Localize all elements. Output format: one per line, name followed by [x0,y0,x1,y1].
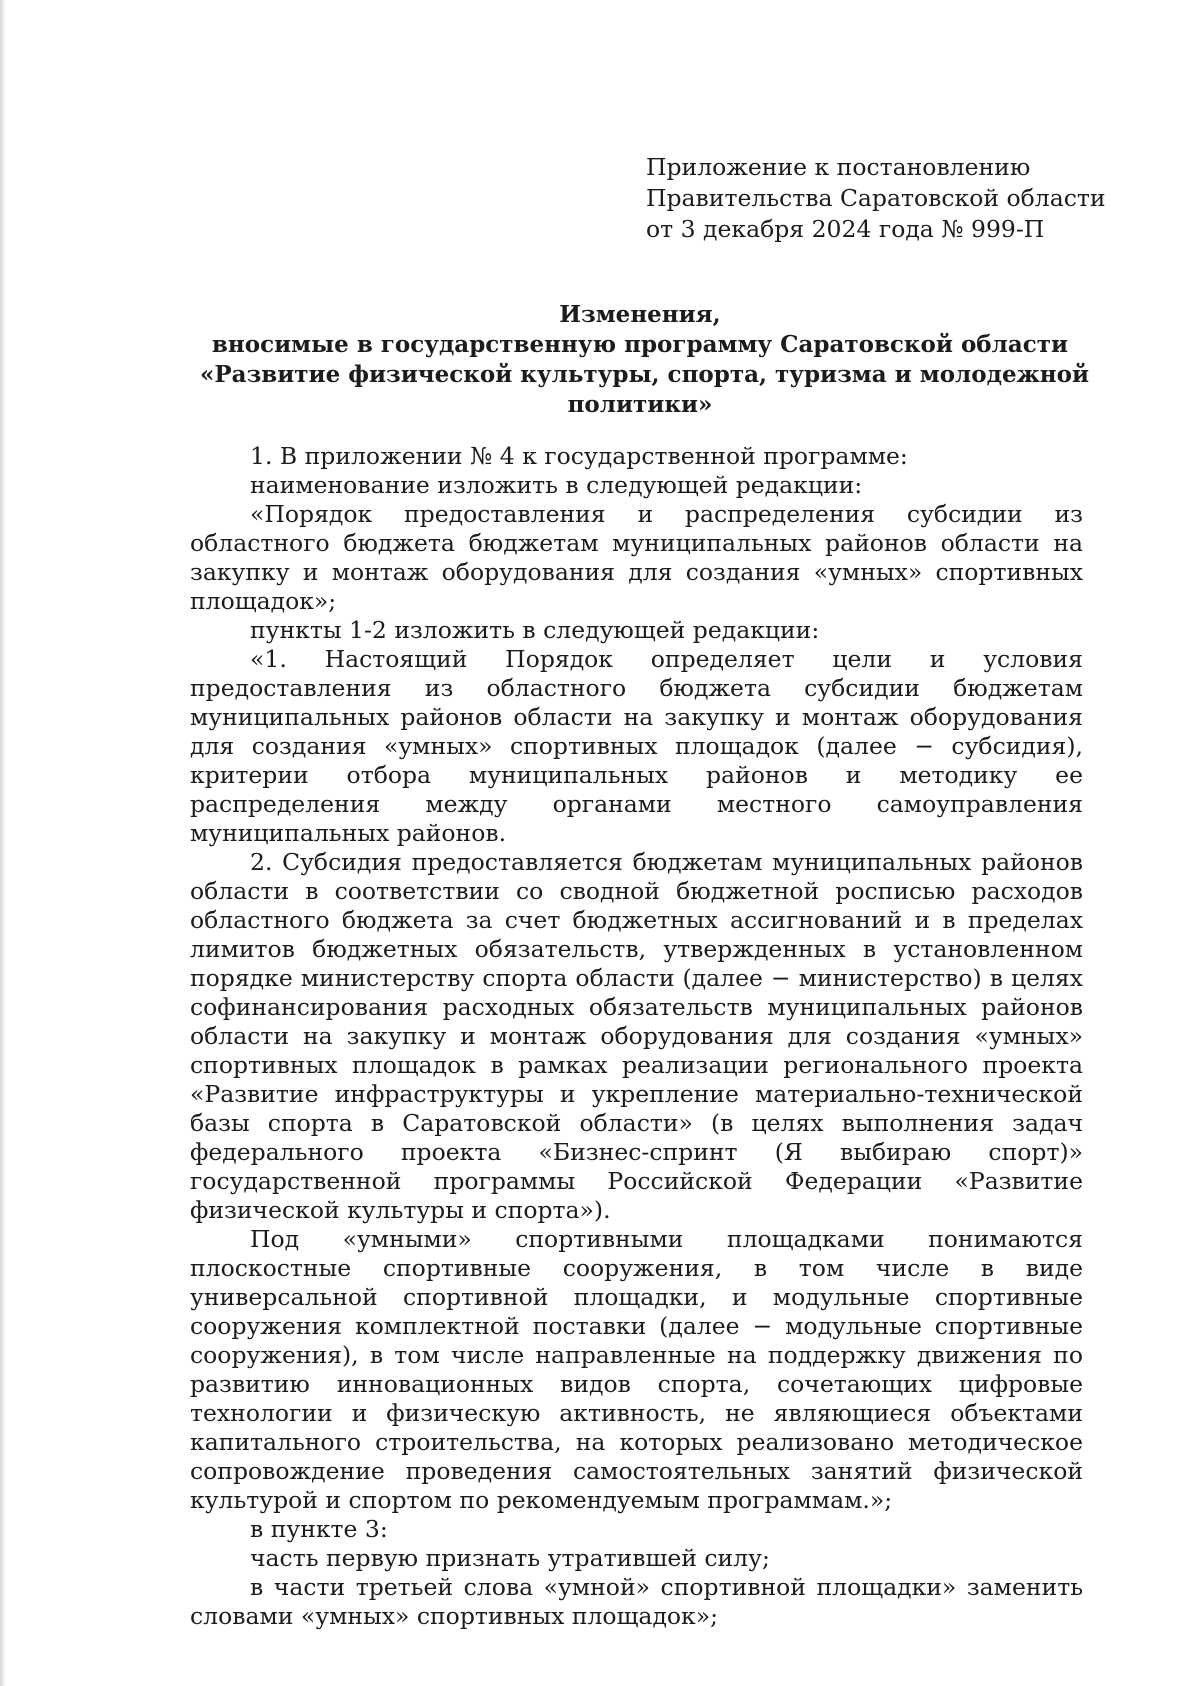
appendix-stamp [646,152,1126,245]
document-body [190,442,1083,1631]
paragraph-7: Под «умными» спортивными площадками понимаются плоскостные спортивные сооружения, в том числе в виде универсальной спортивной площадки, и модульные спортивные сооружения комплектной поставки (далее − модульные спортивные сооружения), в том числе направленные на поддержку движения по развитию инновационных видов спорта, сочетающих цифровые технологии и физическую активность, не являющиеся объектами капитального строительства, на которых реализовано методическое сопровождение проведения самостоятельных занятий физической культурой и спортом по рекомендуемым программам.»; [190,1225,1083,1514]
paragraph-9: часть первую признать утратившей силу; [250,1544,770,1572]
paragraph-5: «1. Настоящий Порядок определяет цели и условия предоставления из областного бюджета субсидии бюджетам муниципальных районов области на закупку и монтаж оборудования для создания «умных» спортивных площадок (далее − субсидия), критерии отбора муниципальных районов и методику ее распределения между органами местного самоуправления муниципальных районов. [190,645,1083,847]
paragraph-2: наименование изложить в следующей редакции: [250,471,863,499]
scan-edge [0,0,6,1686]
paragraph-10: в части третьей слова «умной» спортивной площадки» заменить словами «умных» спортивных площадок»; [190,1573,1083,1630]
title-line-4: политики» [567,391,713,418]
stamp-line-3: от 3 декабря 2024 года № 999-П [646,215,1045,243]
paragraph-8: в пункте 3: [250,1515,388,1543]
paragraph-3: «Порядок предоставления и распределения субсидии из областного бюджета бюджетам муниципальных районов области на закупку и монтаж оборудования для создания «умных» спортивных площадок»; [190,500,1083,615]
title-line-1: Изменения, [559,301,721,328]
stamp-line-2: Правительства Саратовской области [646,184,1106,212]
paragraph-4: пункты 1-2 изложить в следующей редакции: [250,616,820,644]
title-line-2: вносимые в государственную программу Саратовской области [211,331,1069,358]
document-title [200,300,1090,420]
title-line-3: «Развитие физической культуры, спорта, туризма и молодежной [200,361,1090,388]
paragraph-1: 1. В приложении № 4 к государственной программе: [250,442,908,470]
paragraph-6: 2. Субсидия предоставляется бюджетам муниципальных районов области в соответствии со сводной бюджетной росписью расходов областного бюджета за счет бюджетных ассигнований и в пределах лимитов бюджетных обязательств, утвержденных в установленном порядке министерству спорта области (далее − министерство) в целях софинансирования расходных обязательств муниципальных районов области на закупку и монтаж оборудования для создания «умных» спортивных площадок в рамках реализации регионального проекта «Развитие инфраструктуры и укрепление материально-технической базы спорта в Саратовской области» (в целях выполнения задач федерального проекта «Бизнес-спринт (Я выбираю спорт)» государственной программы Российской Федерации «Развитие физической культуры и спорта»). [190,848,1083,1224]
stamp-line-1: Приложение к постановлению [646,153,1031,181]
